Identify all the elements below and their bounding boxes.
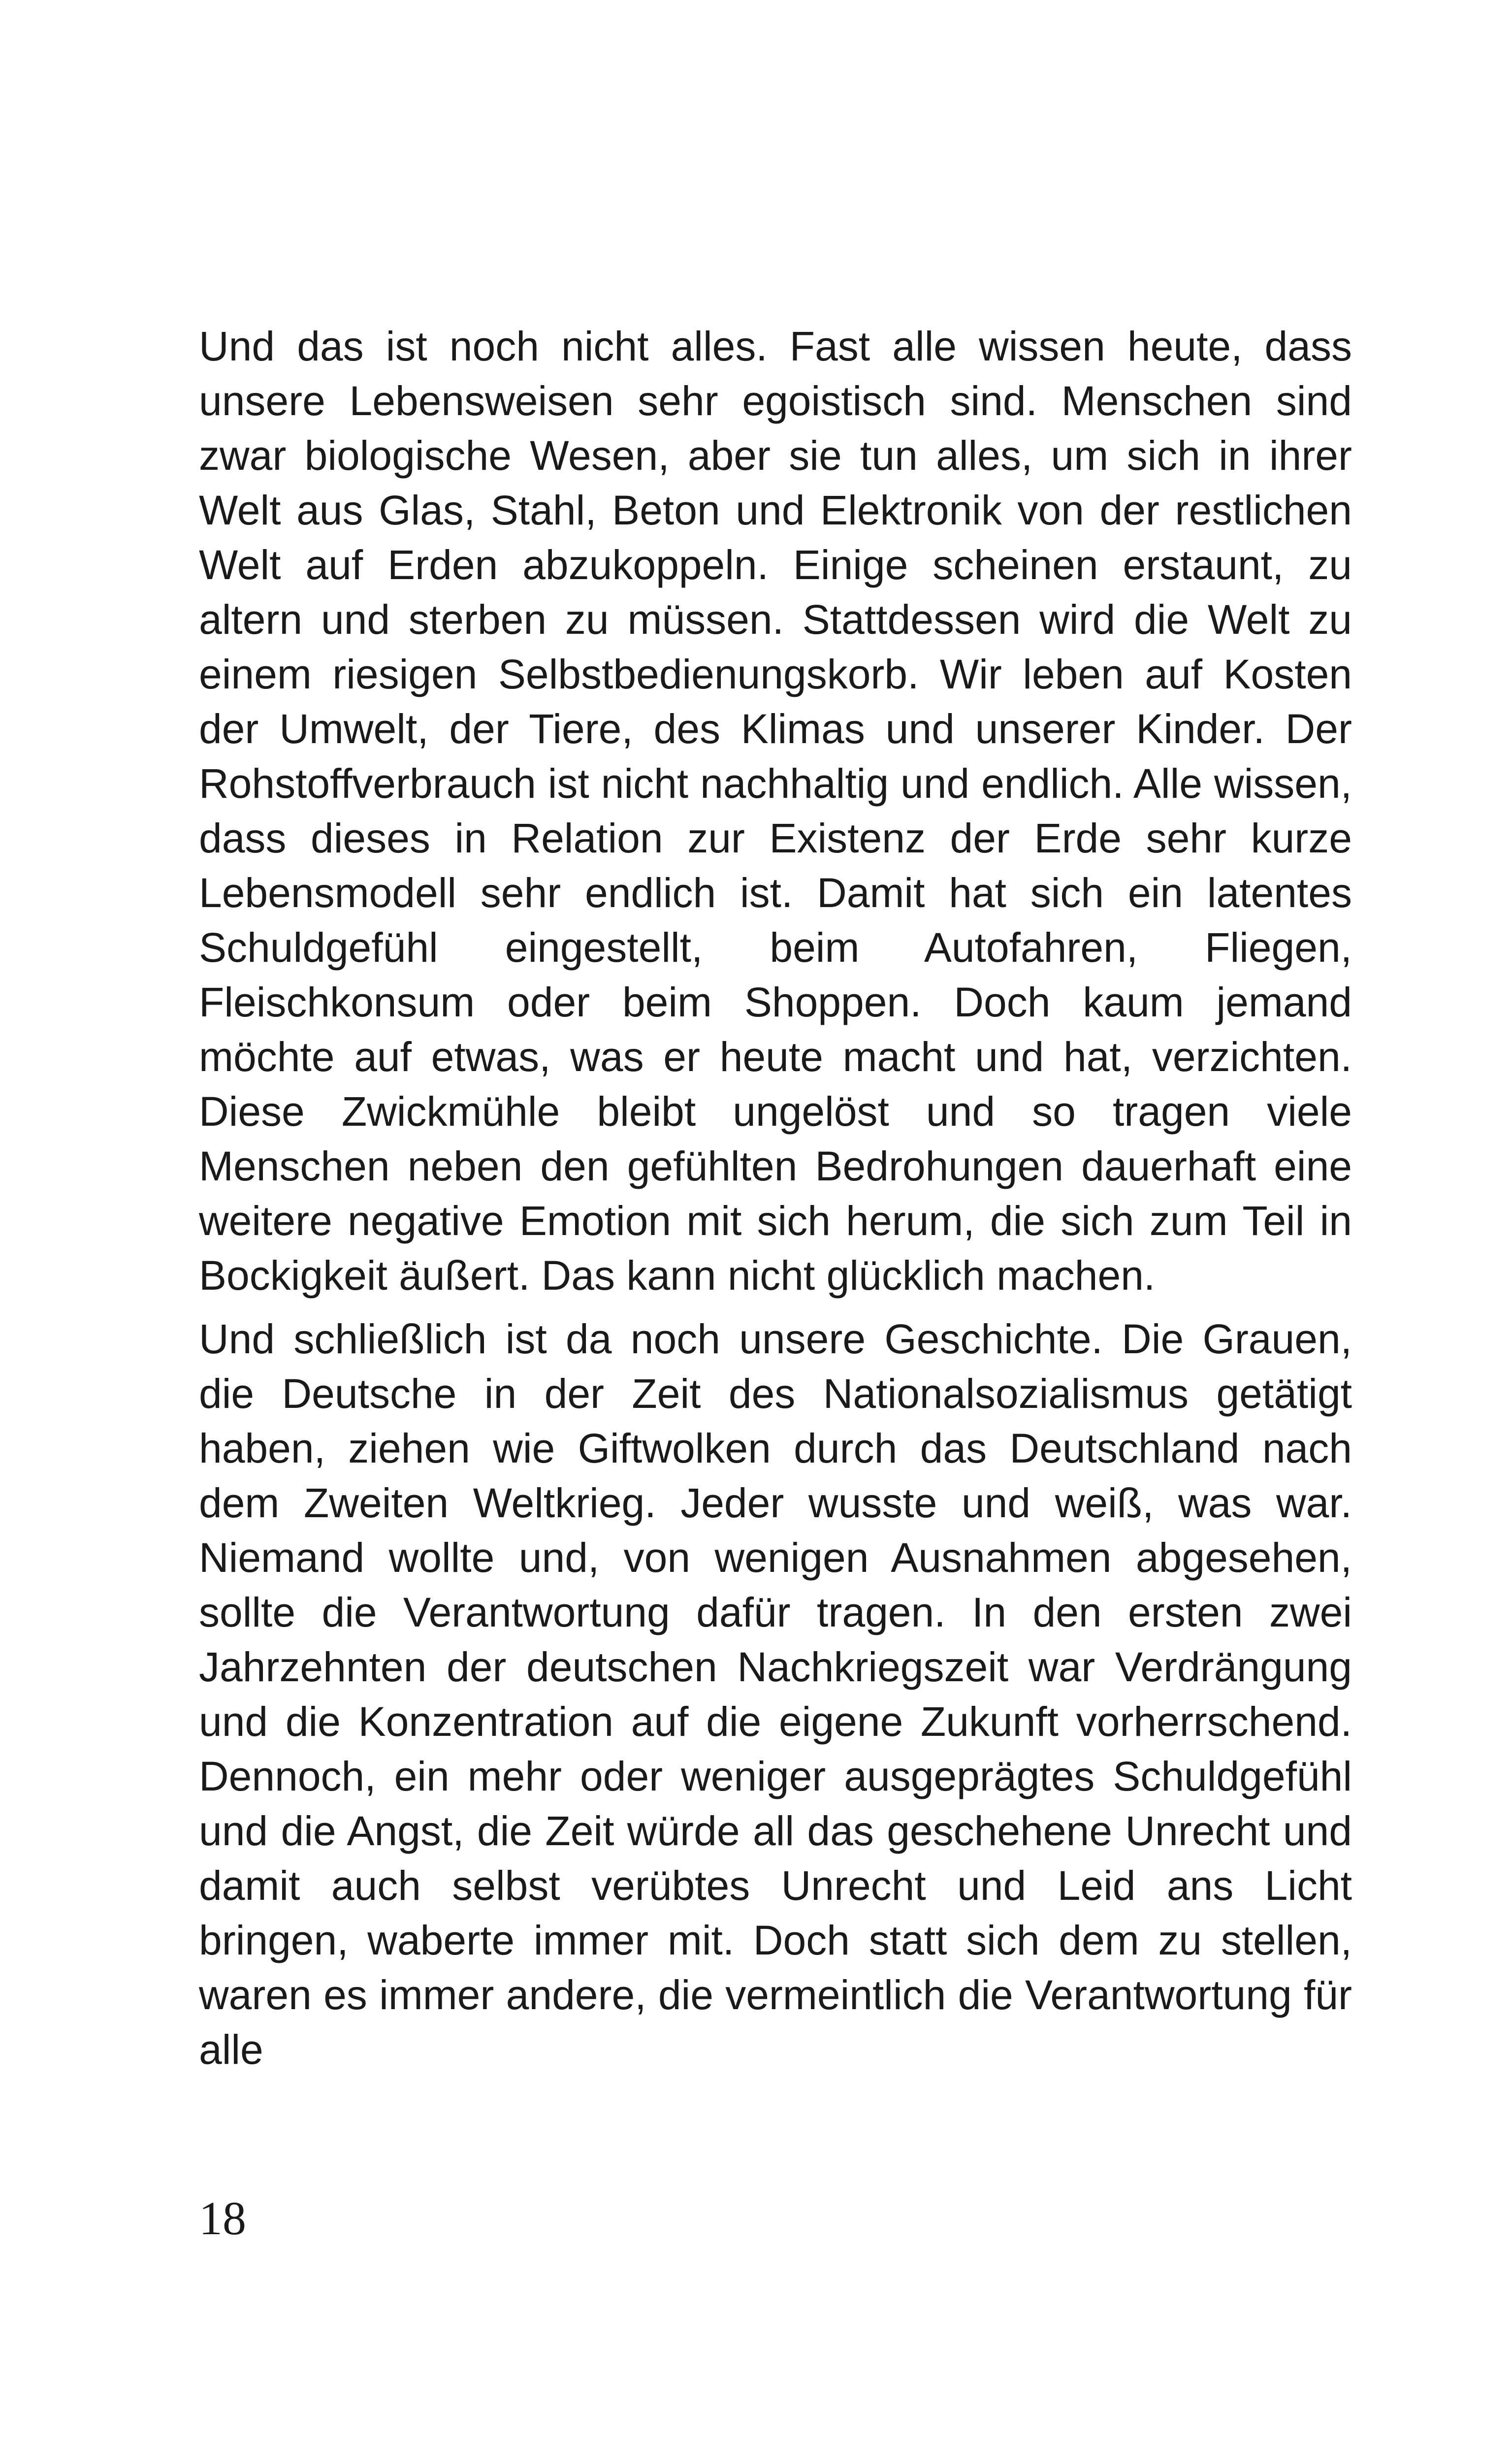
body-paragraph: Und schließlich ist da noch unsere Geschichte. Die Grauen, die Deutsche in der Zeit des Nationalsozialismus getätigt haben, ziehen wie Giftwolken durch das Deutschland nach dem Zweiten Weltkrieg. Jeder wusste und weiß, was war. Niemand wollte und, von wenigen Ausnahmen abgesehen, sollte die Verantwortung dafür tragen. In den ersten zwei Jahrzehnten der deutschen Nachkriegszeit war Verdrängung und die Konzentration auf die eigene Zukunft vorherrschend. Dennoch, ein mehr oder weniger ausgeprägtes Schuldgefühl und die Angst, die Zeit würde all das geschehene Unrecht und damit auch selbst verübtes Unrecht und Leid ans Licht bringen, waberte immer mit. Doch statt sich dem zu stellen, waren es immer andere, die vermeintlich die Verantwortung für alle bbox=[199, 1316, 1352, 2073]
body-paragraph: Und das ist noch nicht alles. Fast alle wissen heute, dass unsere Lebensweisen sehr egoistisch sind. Menschen sind zwar biologische Wesen, aber sie tun alles, um sich in ihrer Welt aus Glas, Stahl, Beton und Elektronik von der restlichen Welt auf Erden abzukoppeln. Einige scheinen erstaunt, zu altern und sterben zu müssen. Stattdessen wird die Welt zu einem riesigen Selbstbedienungskorb. Wir leben auf Kosten der Umwelt, der Tiere, des Klimas und unserer Kinder. Der Rohstoffverbrauch ist nicht nachhaltig und endlich. Alle wissen, dass dieses in Relation zur Existenz der Erde sehr kurze Lebensmodell sehr endlich ist. Damit hat sich ein latentes Schuldgefühl eingestellt, beim Autofahren, Fliegen, Fleischkonsum oder beim Shoppen. Doch kaum jemand möchte auf etwas, was er heute macht und hat, verzichten. Diese Zwickmühle bleibt ungelöst und so tragen viele Menschen neben den gefühlten Bedrohungen dauerhaft eine weitere negative Emotion mit sich herum, die sich zum Teil in Bockigkeit äußert. Das kann nicht glücklich machen. bbox=[199, 323, 1352, 1299]
page-number: 18 bbox=[199, 2192, 246, 2245]
